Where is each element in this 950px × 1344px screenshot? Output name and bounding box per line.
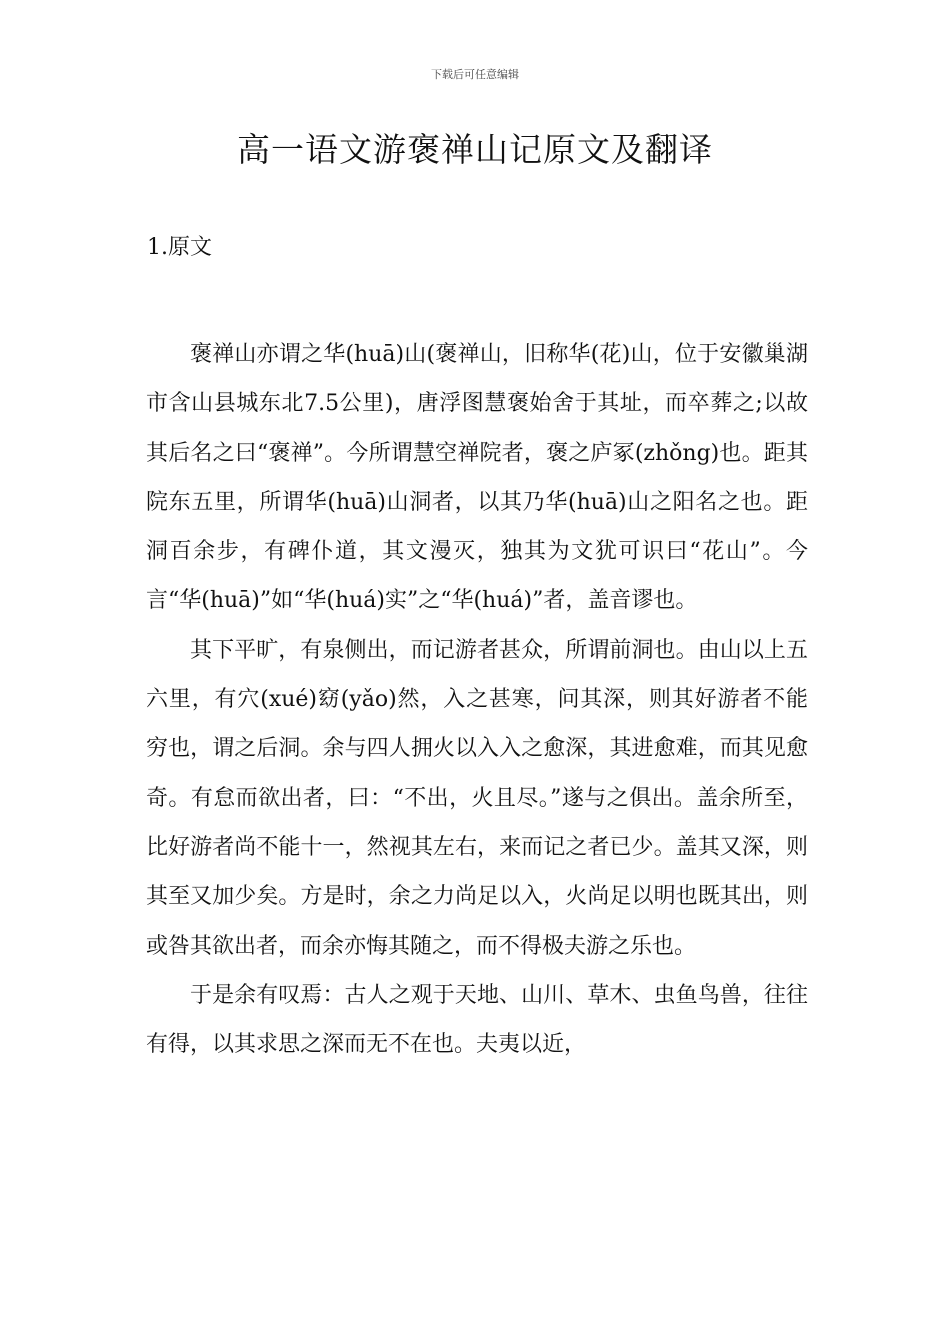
paragraph: 褒禅山亦谓之华(huā)山(褒禅山，旧称华(花)山，位于安徽巢湖市含山县城东北7.5公里)，唐浮图慧褒始舍于其址，而卒葬之;以故其后名之曰“褒禅”。今所谓慧空禅院者，褒之庐冢(zhǒng)也。距其院东五里，所谓华(huā)山洞者，以其乃华(huā)山之阳名之也。距洞百余步，有碑仆道，其文漫灭，独其为文犹可识曰“花山”。今言“华(huā)”如“华(huá)实”之“华(huá)”者，盖音谬也。 [146, 342, 808, 614]
section-heading: 1.原文 [147, 235, 212, 260]
body-text [146, 330, 808, 1069]
page-header-note: 下载后可任意编辑 [431, 68, 519, 81]
paragraph: 于是余有叹焉：古人之观于天地、山川、草木、虫鱼鸟兽，往往有得，以其求思之深而无不在也。夫夷以近， [146, 982, 808, 1058]
document-title: 高一语文游褒禅山记原文及翻译 [237, 130, 713, 169]
paragraph: 其下平旷，有泉侧出，而记游者甚众，所谓前洞也。由山以上五六里，有穴(xué)窈(yǎo)然，入之甚寒，问其深，则其好游者不能穷也，谓之后洞。余与四人拥火以入入之愈深，其进愈难，而其见愈奇。有怠而欲出者，曰：“不出，火且尽。”遂与之俱出。盖余所至，比好游者尚不能十一，然视其左右，来而记之者已少。盖其又深，则其至又加少矣。方是时，余之力尚足以入，火尚足以明也既其出，则或咎其欲出者，而余亦悔其随之，而不得极夫游之乐也。 [146, 637, 808, 959]
